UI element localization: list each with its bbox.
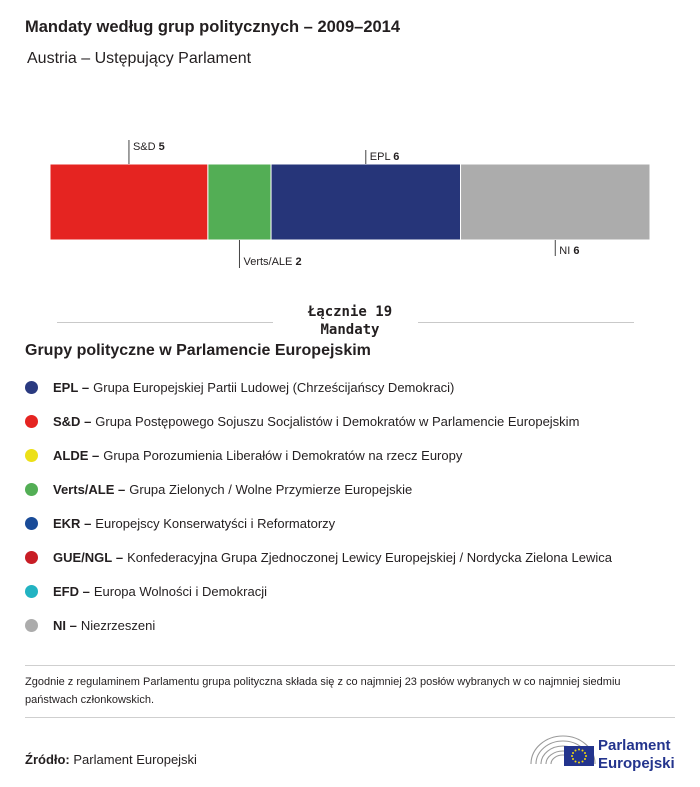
legend-name: Grupa Zielonych / Wolne Przymierze Europejskie — [129, 481, 413, 497]
legend-item — [25, 506, 612, 540]
bar-segment-sd — [50, 164, 208, 240]
note-divider-bottom — [25, 717, 675, 718]
legend-item — [25, 608, 612, 642]
segment-label — [243, 256, 301, 268]
legend-abbr: S&D — [53, 413, 81, 429]
segment-label — [133, 141, 165, 153]
bar-segment-vertsale — [208, 164, 271, 240]
segment-label-value: 2 — [295, 256, 302, 268]
legend-item — [25, 404, 612, 438]
legend-name: Grupa Porozumienia Liberałów i Demokratów na rzecz Europy — [103, 447, 463, 463]
segment-label-name: NI — [559, 245, 574, 257]
segment-label-name: EPL — [369, 151, 394, 163]
legend-item — [25, 370, 612, 404]
legend-name: Grupa Postępowego Sojuszu Socjalistów i Demokratów w Parlamencie Europejskim — [95, 413, 580, 429]
segment-label-name: S&D — [132, 141, 159, 153]
source-value: Parlament Europejski — [73, 752, 197, 767]
legend-list — [25, 370, 612, 642]
legend-separator: – — [66, 617, 77, 633]
legend-separator: – — [78, 379, 90, 395]
legend-separator: – — [80, 413, 92, 429]
legend-item — [25, 540, 612, 574]
total-seats-line2: Mandaty — [320, 322, 380, 338]
total-seats-label — [0, 303, 700, 339]
legend-dot-icon — [25, 585, 38, 598]
segment-label — [370, 151, 400, 163]
source-line — [25, 752, 197, 767]
legend-dot-icon — [25, 619, 38, 632]
segment-label-name: Verts/ALE — [243, 256, 296, 268]
footnote: Zgodnie z regulaminem Parlamentu grupa polityczna składa się z co najmniej 23 posłów wybranych w co najmniej siedmiu państwach członkowskich. — [25, 676, 621, 706]
note-divider-top — [25, 665, 675, 666]
legend-name: Europa Wolności i Demokracji — [93, 583, 268, 599]
legend-name: Konfederacyjna Grupa Zjednoczonej Lewicy Europejskiej / Nordycka Zielona Lewica — [127, 549, 612, 565]
chart-title: Mandaty według grup politycznych – 2009–2014 — [25, 18, 401, 36]
source-label: Źródło: — [25, 752, 70, 767]
legend-abbr: ALDE — [53, 447, 89, 463]
segment-label-value: 6 — [573, 245, 580, 257]
legend-item — [25, 438, 612, 472]
legend-abbr: EPL — [53, 379, 79, 395]
legend-name: Europejscy Konserwatyści i Reformatorzy — [95, 515, 336, 531]
legend-dot-icon — [25, 415, 38, 428]
logo-line2: Europejski — [598, 755, 675, 772]
legend-abbr: EFD — [53, 583, 79, 599]
legend-separator: – — [88, 447, 100, 463]
legend-dot-icon — [25, 517, 38, 530]
stacked-bar-chart — [0, 130, 700, 280]
legend-separator: – — [79, 583, 90, 599]
legend-abbr: Verts/ALE — [53, 481, 115, 497]
segment-label — [559, 245, 579, 257]
legend-item — [25, 574, 612, 608]
chart-subtitle: Austria – Ustępujący Parlament — [27, 50, 252, 67]
bar-segment-epl — [271, 164, 460, 240]
logo-line1: Parlament — [598, 737, 671, 754]
legend-separator: – — [80, 515, 92, 531]
legend-abbr: NI — [53, 617, 66, 633]
segment-label-value: 6 — [393, 151, 400, 163]
legend-abbr: GUE/NGL — [53, 549, 113, 565]
legend-separator: – — [114, 481, 126, 497]
logo-wordmark — [598, 737, 675, 773]
legend-dot-icon — [25, 449, 38, 462]
legend-name: Niezrzeszeni — [80, 617, 156, 633]
legend-name: Grupa Europejskiej Partii Ludowej (Chrześcijańscy Demokraci) — [93, 379, 455, 395]
segment-label-value: 5 — [158, 141, 165, 153]
bar-segment-ni — [461, 164, 650, 240]
legend-abbr: EKR — [53, 515, 81, 531]
legend-separator: – — [112, 549, 124, 565]
legend-dot-icon — [25, 381, 38, 394]
legend-dot-icon — [25, 483, 38, 496]
total-seats-line1: Łącznie 19 — [307, 304, 393, 320]
legend-dot-icon — [25, 551, 38, 564]
legend-item — [25, 472, 612, 506]
legend-title: Grupy polityczne w Parlamencie Europejskim — [25, 342, 371, 359]
